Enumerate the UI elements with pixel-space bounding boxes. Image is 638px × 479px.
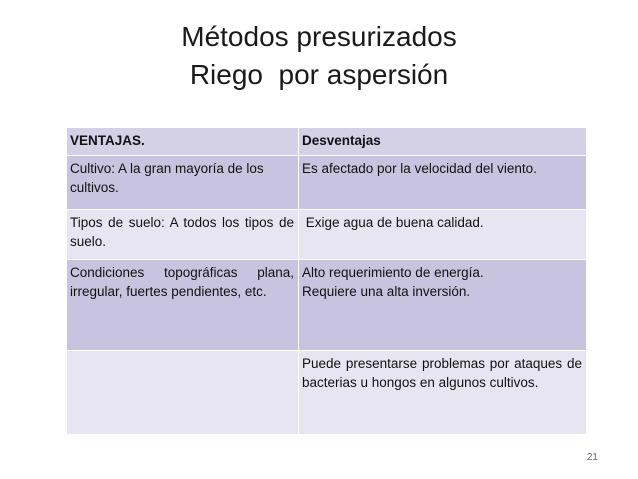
page-number: 21 — [586, 452, 598, 463]
slide-title — [0, 18, 638, 94]
table-cell: Cultivo: A la gran mayoría de los cultivos. — [67, 156, 299, 210]
table-cell: Exige agua de buena calidad. — [299, 210, 587, 260]
table-cell: Puede presentarse problemas por ataques de bacterias u hongos en algunos cultivos. — [299, 351, 587, 435]
table-cell: Es afectado por la velocidad del viento. — [299, 156, 587, 210]
header-desventajas: Desventajas — [299, 128, 587, 156]
table-header-row — [67, 128, 587, 156]
table-row — [67, 210, 587, 260]
table-row — [67, 156, 587, 210]
table-cell: Alto requerimiento de energía. Requiere una alta inversión. — [299, 260, 587, 351]
table-row — [67, 351, 587, 435]
table-row — [67, 260, 587, 351]
title-line-1: Métodos presurizados — [181, 21, 457, 52]
comparison-table — [66, 127, 587, 435]
table-cell: Condiciones topográficas plana, irregular, fuertes pendientes, etc. — [67, 260, 299, 351]
header-ventajas: VENTAJAS. — [67, 128, 299, 156]
table-cell — [67, 351, 299, 435]
title-line-2: Riego por aspersión — [189, 59, 449, 90]
table-cell: Tipos de suelo: A todos los tipos de suelo. — [67, 210, 299, 260]
